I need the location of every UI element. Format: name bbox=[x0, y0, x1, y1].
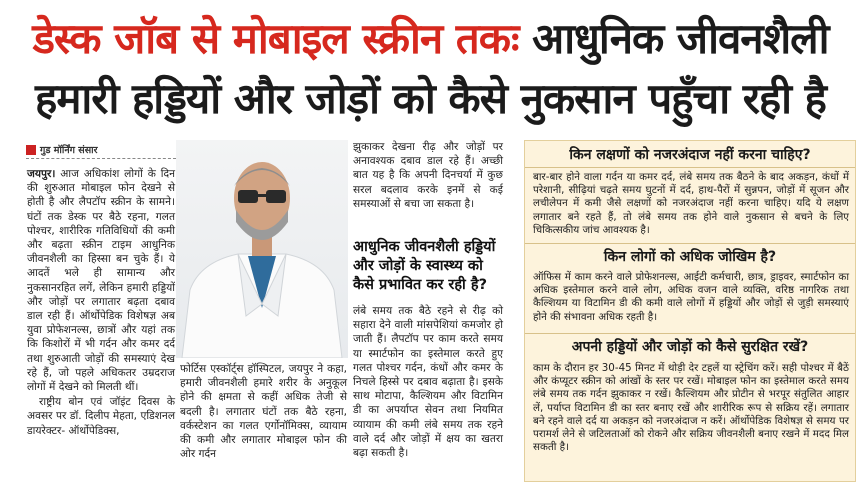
sidebox-text-risk: ऑफिस में काम करने वाले प्रोफेशनल्स, आईटी कर्मचारी, छात्र, ड्राइवर, स्मार्टफोन का अधिक इस्तेमाल करने वाले लोग, अधिक वजन वाले व्यक्ति, वरिष्ठ नागरिक तथा कैल्शियम या विटामिन डी की कमी वाले लोगों में हड्डियों और जोड़ों से जुड़ी समस्याएं होने की संभावना अधिक रहती है। bbox=[533, 271, 849, 323]
headline bbox=[0, 0, 861, 128]
article-paragraph-1 bbox=[27, 167, 175, 394]
article-column-3-bottom: लंबे समय तक बैठे रहने से रीढ़ को सहारा देने वाली मांसपेशियां कमजोर हो जाती हैं। लैपटॉप पर काम करते समय या स्मार्टफोन का इस्तेमाल करते हुए गलत पोश्चर गर्दन, कंधों और कमर के निचले हिस्से पर दबाव बढ़ाता है। इसके साथ मोटापा, कैल्शियम और विटामिन डी का अपर्याप्त सेवन तथा नियमित व्यायाम की कमी लंबे समय तक रहने वाले दर्द और जोड़ों में क्षय का खतरा बढ़ा सकती है। bbox=[353, 305, 503, 460]
byline bbox=[26, 141, 176, 159]
paragraph-1-text: आज अधिकांश लोगों के दिन की शुरुआत मोबाइल फोन देखने से होती है और लैपटॉप स्क्रीन के सामने। घंटों तक डेस्क पर बैठे रहना, गलत पोश्चर, शारीरिक गतिविधियों की कमी और बढ़ता स्क्रीन टाइम आधुनिक जीवनशैली का हिस्सा बन चुके हैं। ये आदतें भले ही सामान्य और नुकसानरहित लगें, लेकिन हमारी हड्डियों और जोड़ों पर लगातार बढ़ता दबाव डाल रही हैं। ऑर्थोपेडिक विशेषज्ञ अब युवा प्रोफेशनल्स, छात्रों और यहां तक कि किशोरों में भी गर्दन और कमर दर्द तथा शुरुआती जोड़ों की समस्याएं देख रहे हैं, जो पहले अधिकतर उम्रदराज लोगों में देखने को मिलती थीं। bbox=[27, 168, 175, 394]
section-subheading: आधुनिक जीवनशैली हड्डियों और जोड़ों के स्वास्थ्य को कैसे प्रभावित कर रही है? bbox=[353, 239, 496, 293]
headline-line-1 bbox=[0, 12, 861, 66]
article-column-3-top: झुकाकर देखना रीढ़ और जोड़ों पर अनावश्यक दबाव डाल रहे हैं। अच्छी बात यह है कि अपनी दिनचर्या में कुछ सरल बदलाव करके इनमें से कई समस्याओं से बचा जा सकता है। bbox=[353, 141, 503, 210]
sidebox-divider bbox=[525, 243, 855, 244]
byline-marker bbox=[26, 145, 36, 155]
photo-caption-column: फोर्टिस एस्कॉर्ट्स हॉस्पिटल, जयपुर ने कहा, हमारी जीवनशैली हमारे शरीर के अनुकूल होने की क्षमता से कहीं अधिक तेजी से बदली है। लगातार घंटों तक बैठे रहना, वर्कस्टेशन का गलत एर्गोनॉमिक्स, व्यायाम की कमी और लगातार मोबाइल फोन की ओर गर्दन bbox=[180, 363, 347, 461]
sidebox-heading-risk: किन लोगों को अधिक जोखिम है? bbox=[603, 249, 777, 265]
sidebox-text-protection: काम के दौरान हर 30-45 मिनट में थोड़ी देर टहलें या स्ट्रेचिंग करें। सही पोश्चर में बैठें और कंप्यूटर स्क्रीन को आंखों के स्तर पर रखें। मोबाइल फोन का इस्तेमाल करते समय लंबे समय तक गर्दन झुकाकर न रखें। कैल्शियम और प्रोटीन से भरपूर संतुलित आहार लें, पर्याप्त विटामिन डी का स्तर बनाए रखें और शारीरिक रूप से सक्रिय रहें। लगातार बने रहने वाले दर्द या अकड़न को नजरअंदाज न करें। ऑर्थोपेडिक विशेषज्ञ से समय पर परामर्श लेने से जटिलताओं को रोकने और सक्रिय जीवनशैली बनाए रखने में मदद मिल सकती है। bbox=[533, 362, 849, 454]
article-column-1 bbox=[27, 167, 175, 439]
doctor-photo bbox=[176, 140, 348, 358]
headline-dark-part: आधुनिक जीवनशैली bbox=[518, 14, 829, 63]
headline-red-part: डेस्क जॉब से मोबाइल स्क्रीन तकः bbox=[32, 14, 519, 63]
sidebox-divider bbox=[525, 167, 855, 168]
sidebox-heading-protection: अपनी हड्डियों और जोड़ों को कैसे सुरक्षित रखें? bbox=[571, 339, 809, 355]
doctor-portrait-illustration bbox=[176, 140, 348, 358]
dateline-city: जयपुर। bbox=[27, 168, 56, 180]
sidebox-heading-symptoms: किन लक्षणों को नजरअंदाज नहीं करना चाहिए? bbox=[569, 147, 811, 163]
article-paragraph-2: राष्ट्रीय बोन एवं जॉइंट दिवस के अवसर पर डॉ. दिलीप मेहता, एडिशनल डायरेक्टर- ऑर्थोपेडिक्स, bbox=[27, 396, 175, 437]
headline-line-2: हमारी हड्डियों और जोड़ों को कैसे नुकसान पहुँचा रही है bbox=[35, 74, 826, 123]
byline-text: गुड मॉर्निंग संसार bbox=[40, 145, 98, 156]
info-sidebox bbox=[524, 140, 856, 482]
sidebox-divider bbox=[525, 333, 855, 334]
sidebox-text-symptoms: बार-बार होने वाला गर्दन या कमर दर्द, लंबे समय तक बैठने के बाद अकड़न, कंधों में परेशानी, सीढ़ियां चढ़ते समय घुटनों में दर्द, हाथ-पैरों में सुन्नपन, जोड़ों में सूजन और लचीलेपन में कमी जैसे लक्षणों को नजरअंदाज नहीं करना चाहिए। यदि ये लक्षण लगातार बने रहते हैं, तो लंबे समय तक होने वाले नुकसान से बचने के लिए चिकित्सकीय जांच आवश्यक है। bbox=[533, 171, 849, 236]
